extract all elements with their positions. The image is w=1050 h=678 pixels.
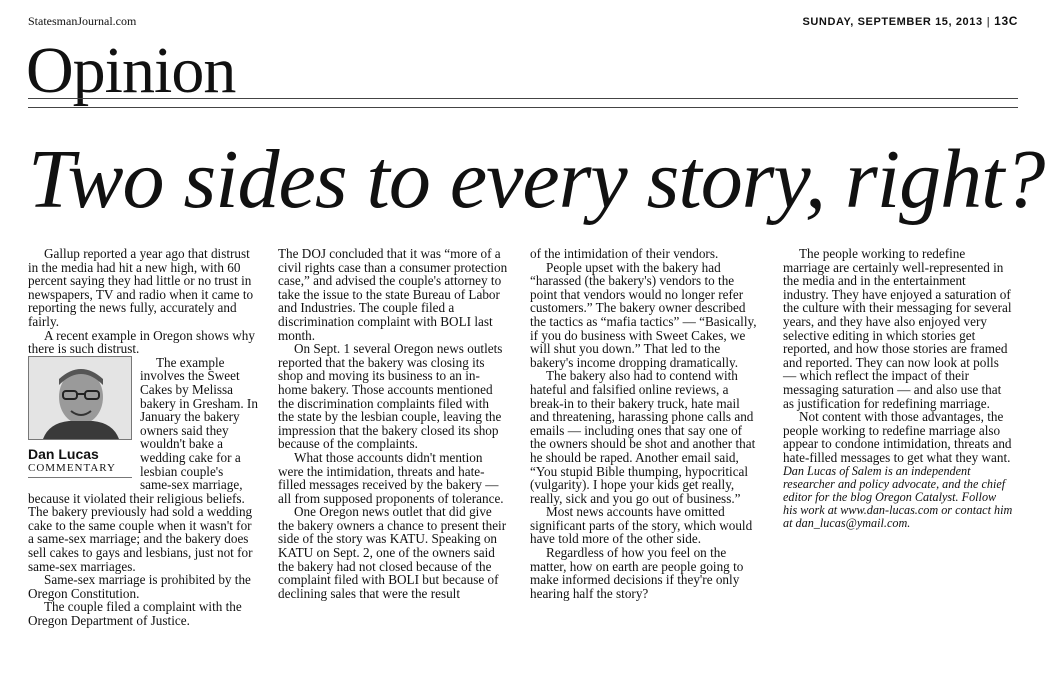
paragraph: The couple filed a complaint with the Oregon Department of Justice.: [28, 599, 242, 629]
author-portrait-icon: [29, 357, 131, 439]
paragraph: A recent example in Oregon shows why there is such distrust.: [28, 327, 255, 357]
paragraph: Gallup reported a year ago that distrust in the media had hit a new high, with 60 percent saying they had little or no trust in newspapers, TV and radio when it came to reporting the news fully, accurately and fairly.: [28, 246, 254, 329]
masthead-bar: [28, 14, 1018, 30]
author-tagline: Dan Lucas of Salem is an independent researcher and policy advocate, and the chief editor for the blog Oregon Catalyst. Follow his work at www.dan-lucas.com or contact him at dan_lucas@ymail.com.: [783, 463, 1013, 531]
paragraph: Regardless of how you feel on the matter, how on earth are people going to make informed decisions if they're only hearing half the story?: [530, 545, 744, 601]
page-number: 13C: [994, 14, 1018, 28]
column-4: [783, 247, 1013, 531]
section-divider: [28, 98, 1018, 108]
column-3: [530, 247, 760, 600]
paragraph: On Sept. 1 several Oregon news outlets reported that the bakery was closing its shop and moving its business to an in-home bakery. Those accounts mentioned the discrimination complaints filed with the state by the lesbian couple, leaving the impression that the bakery closed its shop because of the complaints.: [278, 341, 503, 452]
column-1: [28, 247, 258, 628]
paragraph: Same-sex marriage is prohibited by the Oregon Constitution.: [28, 572, 251, 601]
author-photo: [28, 356, 132, 440]
paragraph: of the intimidation of their vendors.: [530, 246, 719, 261]
section-title: Opinion: [26, 34, 236, 107]
paragraph: One Oregon news outlet that did give the bakery owners a chance to present their side of the story was KATU. Speaking on KATU on Sept. 2, one of the owners said the bakery had not closed because of the complaint filed with BOLI but because of declining sales that were the result: [278, 504, 507, 601]
dateline-separator: |: [986, 16, 991, 28]
author-mugshot: [28, 356, 132, 478]
paragraph: Not content with those advantages, the people working to redefine marriage also appear to condone intimidation, threats and hate-filled messages to get what they want.: [783, 409, 1012, 465]
issue-date: SUNDAY, SEPTEMBER 15, 2013: [802, 16, 983, 28]
paragraph: What those accounts didn't mention were the intimidation, threats and hate-filled messages received by the bakery — all from supposed proponents of tolerance.: [278, 449, 504, 506]
paragraph: The people working to redefine marriage are certainly well-represented in the media and in the entertainment industry. They have enjoyed a saturation of the culture with their messaging for several years, and they have also enjoyed very selective editing in which stories get reported, and how those stories are framed and reported. They can now look at polls — which reflect the impact of their messaging saturation — and also use that as justification for redefining marriage.: [783, 246, 1012, 411]
site-name: StatesmanJournal.com: [28, 14, 137, 28]
paragraph: People upset with the bakery had “harassed (the bakery's) vendors to the point that vendors would no longer refer customers.” The bakery owner described the tactics as “mafia tactics” — “Basically, if you do business with Sweet Cakes, we will shut you down.” That led to the bakery's income dropping dramatically.: [530, 259, 757, 370]
column-type: COMMENTARY: [28, 462, 132, 478]
paragraph: The DOJ concluded that it was “more of a civil rights case than a consumer protection case,” and advised the couple's attorney to take the issue to the state Bureau of Labor and Industries. The couple filed a discrimination complaint with BOLI last month.: [278, 246, 508, 343]
paragraph: Most news accounts have omitted significant parts of the story, which would have told more of the other side.: [530, 504, 753, 547]
column-2: [278, 247, 508, 600]
paragraph: The bakery also had to contend with hateful and falsified online reviews, a break-in to their bakery truck, hate mail and threatening, harassing phone calls and emails — including ones that say one of the owners should be shot and another that he should be raped. Another email said, “You stupid Bible thumping, hypocritical (vulgarity). I hope your kids get really, really, sick and you go out of business.”: [530, 368, 756, 506]
headline: Two sides to every story, right?: [28, 133, 1045, 226]
dateline: [802, 14, 1018, 28]
paragraph: The example involves the Sweet Cakes by Melissa bakery in Gresham. In January the bakery owners said they wouldn't bake a wedding cake for a lesbian couple's same-sex marriage, because it violated their religious beliefs. The bakery previously had sold a wedding cake to the same couple when it wasn't for a same-sex marriage; and the bakery does sell cakes to gays and lesbians, just not for same-sex marriages.: [28, 354, 258, 574]
author-name: Dan Lucas: [28, 445, 99, 462]
article-body: [28, 247, 1023, 667]
